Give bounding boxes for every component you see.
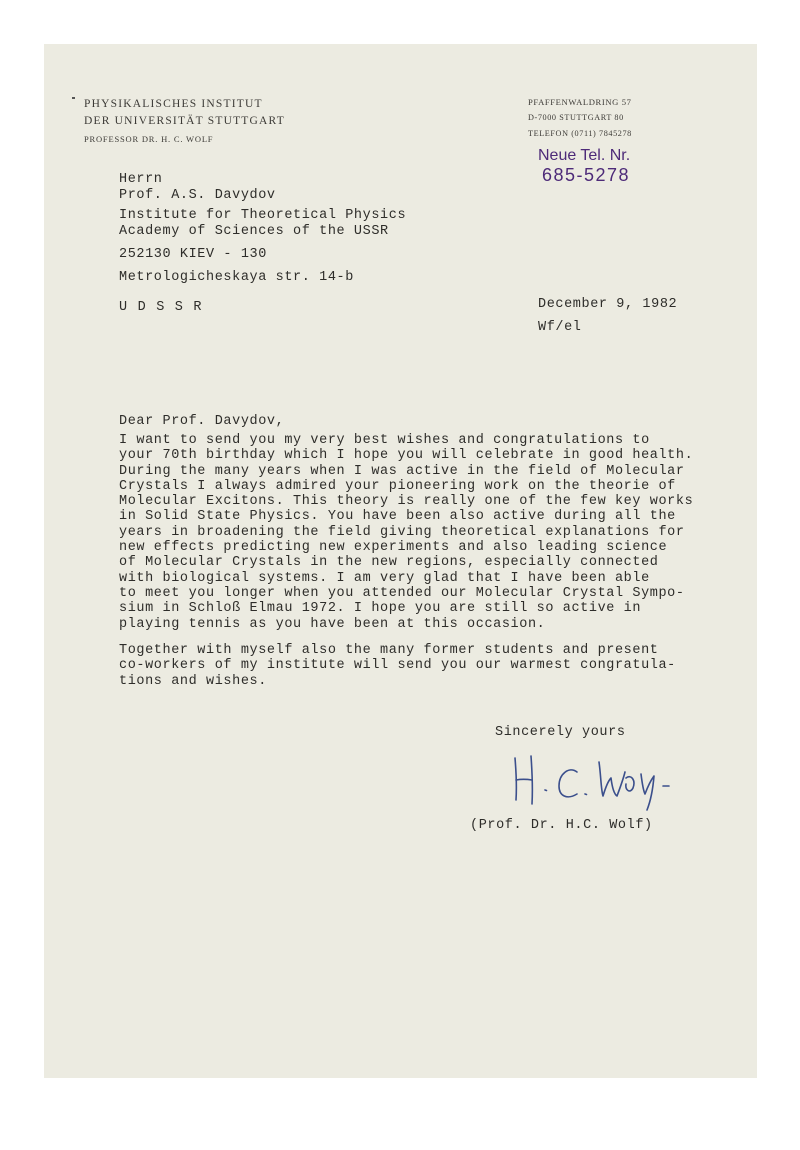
paragraph-line: co-workers of my institute will send you our warmest congratula- xyxy=(119,658,676,674)
paragraph-line: playing tennis as you have been at this occasion. xyxy=(119,616,546,632)
stamp-label: Neue Tel. Nr. xyxy=(538,147,631,164)
signatory-name: (Prof. Dr. H.C. Wolf) xyxy=(470,818,653,833)
recipient-country: U D S S R xyxy=(119,300,203,315)
recipient-herrn: Herrn xyxy=(119,172,163,187)
recipient-academy: Academy of Sciences of the USSR xyxy=(119,224,389,239)
paragraph-line: Molecular Excitons. This theory is really one of the few key works xyxy=(119,494,694,510)
paragraph-line: Together with myself also the many former students and present xyxy=(119,643,659,658)
recipient-name: Prof. A.S. Davydov xyxy=(119,188,276,203)
body-paragraph-1 xyxy=(119,433,693,632)
paragraph-line: with biological systems. I am very glad that I have been able xyxy=(119,570,650,586)
recipient-city: 252130 KIEV - 130 xyxy=(119,247,267,262)
city-address: D-7000 STUTTGART 80 xyxy=(528,113,624,122)
greeting: Dear Prof. Davydov, xyxy=(119,414,285,429)
paragraph-line: your 70th birthday which I hope you will celebrate in good health. xyxy=(119,448,694,464)
paragraph-line: Crystals I always admired your pioneering work on the theorie of xyxy=(119,478,676,494)
paragraph-line: in Solid State Physics. You have been also active during all the xyxy=(119,509,676,525)
street-address: PFAFFENWALDRING 57 xyxy=(528,97,632,107)
professor-name: PROFESSOR DR. H. C. WOLF xyxy=(84,134,214,144)
paragraph-line: new effects predicting new experiments and also leading science xyxy=(119,540,668,556)
letter-date: December 9, 1982 xyxy=(538,297,678,312)
recipient-street: Metrologicheskaya str. 14-b xyxy=(119,270,354,285)
university-name: DER UNIVERSITÄT STUTTGART xyxy=(84,115,285,127)
paragraph-line: tions and wishes. xyxy=(119,673,267,689)
institute-name: PHYSIKALISCHES INSTITUT xyxy=(84,98,263,110)
handwritten-signature xyxy=(505,750,695,814)
paragraph-line: I want to send you my very best wishes and congratulations to xyxy=(119,433,650,448)
reference-initials: Wf/el xyxy=(538,320,582,335)
paragraph-line: years in broadening the field giving theoretical explanations for xyxy=(119,524,685,540)
paragraph-line: of Molecular Crystals in the new regions, especially connected xyxy=(119,555,659,571)
phone-number: TELEFON (0711) 7845278 xyxy=(528,129,632,138)
letterhead-mark xyxy=(72,97,75,99)
body-paragraph-2 xyxy=(119,643,676,689)
closing: Sincerely yours xyxy=(495,725,626,740)
paragraph-line: to meet you longer when you attended our Molecular Crystal Sympo- xyxy=(119,585,685,601)
paragraph-line: sium in Schloß Elmau 1972. I hope you are still so active in xyxy=(119,601,642,617)
recipient-institute: Institute for Theoretical Physics xyxy=(119,208,407,223)
paragraph-line: During the many years when I was active in the field of Molecular xyxy=(119,463,685,479)
stamp-phone: 685-5278 xyxy=(542,165,631,185)
